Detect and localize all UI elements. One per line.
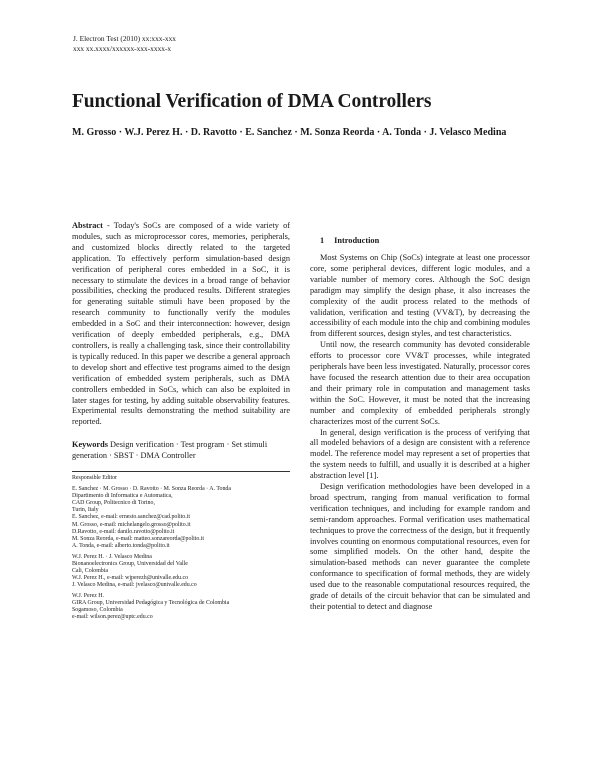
introduction-body <box>310 253 530 613</box>
paragraph: Design verification methodologies have been developed in a broad spectrum, ranging from manual verification to formal verification techniques, and including for example random and semi-random approaches. Formal verification uses mathematical techniques to prove the correctness of the design, but it frequently involves counting on enormous computational resources, even for some simplified models. On the other hand, despite the simulation-based methods can never guarantee the complete conformance to specification of formal methods, they are widely used due to the reasonable computational resources required, the grade of details of the circuit behavior that can be simulated and their potential to detect and diagnose <box>310 482 530 611</box>
paragraph: Until now, the research community has devoted considerable efforts to processor core VV&T processes, while integrated peripherals have been less investigated. Naturally, processor cores have focused the research attention due to their area occupation and their primary role in computation and management tasks within the SoC. However, it must be noted that the increasing number and complexity of embedded peripherals strongly characterizes most of the current SoCs. <box>310 340 530 426</box>
affiliation-group-2 <box>72 554 290 589</box>
abstract-label: Abstract <box>72 221 103 230</box>
keywords-text: Design verification · Test program · Set stimuli generation · SBST · DMA Controller <box>72 440 268 461</box>
footnote-line: W.J. Perez H., e-mail: wjperezh@univalle.edu.co <box>72 574 189 581</box>
footnote-line: Turin, Italy <box>72 507 99 514</box>
author-list: M. Grosso · W.J. Perez H. · D. Ravotto · E. Sanchez · M. Sonza Reorda · A. Tonda · J. Velasco Medina <box>72 127 507 138</box>
abstract <box>72 221 290 428</box>
section-heading <box>320 236 530 245</box>
keywords <box>72 439 290 461</box>
affiliation-footnote <box>72 471 290 621</box>
journal-citation: J. Electron Test (2010) xx:xxx-xxx <box>73 34 177 43</box>
abstract-text: - Today's SoCs are composed of a wide variety of modules, such as microprocessor cores, memories, peripherals, and customized blocks directly related to the targeted application. To effectively perform simulation-based design verification of peripheral cores embedded in a SoC, it is necessary to stimulate the devices in a broad range of behavior possibilities, checking the produced results. Different strategies for generating suitable stimuli have been proposed by the research community to functionally verify the modules embedded in a SoC and their interconnection: however, design verification of deeply embedded peripherals, e.g., DMA controllers, is really a challenging task, since their controllability is typically reduced. In this paper we describe a general approach to develop short and effective test programs aimed to the design verification of embedded system peripherals, such as DMA controllers embedded in SoCs, which can also be exploited in later stages for testing, by adding suitable observability features. Experimental results demonstrating the method suitability are reported. <box>72 221 290 427</box>
right-column <box>310 236 530 613</box>
responsible-editor: Responsible Editor <box>72 475 117 482</box>
footnote-line: W.J. Perez H. · J. Velasco Medina <box>72 553 152 560</box>
affiliation-group-1 <box>72 486 290 549</box>
footnote-line: A. Tonda, e-mail: alberto.tonda@polito.it <box>72 542 170 549</box>
section-title: Introduction <box>334 236 380 245</box>
left-column <box>72 221 290 625</box>
section-number: 1 <box>320 236 325 245</box>
footnote-line: J. Velasco Medina, e-mail: jvelasco@univalle.edu.co <box>72 581 197 588</box>
footnote-line: Sogamoso, Colombia <box>72 607 123 614</box>
doi-line: xxx xx.xxxx/xxxxxx-xxx-xxxx-x <box>73 44 172 53</box>
footnote-line: M. Sonza Reorda, e-mail: matteo.sonzareorda@polito.it <box>72 535 205 542</box>
footnote-line: CAD Group, Politecnico di Torino, <box>72 500 155 507</box>
footnote-line: e-mail: wilson.perez@uptc.edu.co <box>72 614 153 621</box>
footnote-line: E. Sanchez, e-mail: ernesto.sanchez@cad.polito.it <box>72 514 190 521</box>
paragraph: Most Systems on Chip (SoCs) integrate at least one processor core, some peripheral devices, different logic modules, and a variable number of memory cores. Although the SoC design paradigm may simplify the design phase, it also increases the complexity of the audit process related to the methods of validation, verification and testing (VV&T), by decreasing the accessibility of each module into the chip and combining modules from different sources, design styles, and test characteristics. <box>310 253 530 339</box>
footnote-line: Bionanoelectronics Group, Universidad del Valle <box>72 560 188 567</box>
keywords-label: Keywords <box>72 440 108 450</box>
footnote-line: E. Sanchez · M. Grosso · D. Ravotto · M. Sonza Reorda · A. Tonda <box>72 486 231 493</box>
footnote-line: M. Grosso, e-mail: michelangelo.grosso@polito.it <box>72 521 191 528</box>
footnote-line: D.Ravotto, e-mail: danilo.ravotto@polito.it <box>72 528 175 535</box>
paragraph: In general, design verification is the process of verifying that all modeled behaviors of a design are consistent with a reference model. The reference model may represent a set of properties that the system needs to fulfill, and usually it is described at a higher abstraction level [1]. <box>310 427 530 481</box>
affiliation-group-3 <box>72 593 290 621</box>
footnote-line: Dipartimento di Informatica e Automatica, <box>72 493 173 500</box>
footnote-line: GIRA Group, Universidad Pedagógica y Tecnológica de Colombia <box>72 599 230 606</box>
footnote-line: W.J. Perez H. <box>72 592 105 599</box>
paper-title: Functional Verification of DMA Controllers <box>72 91 432 112</box>
footnote-line: Cali, Colombia <box>72 567 108 574</box>
